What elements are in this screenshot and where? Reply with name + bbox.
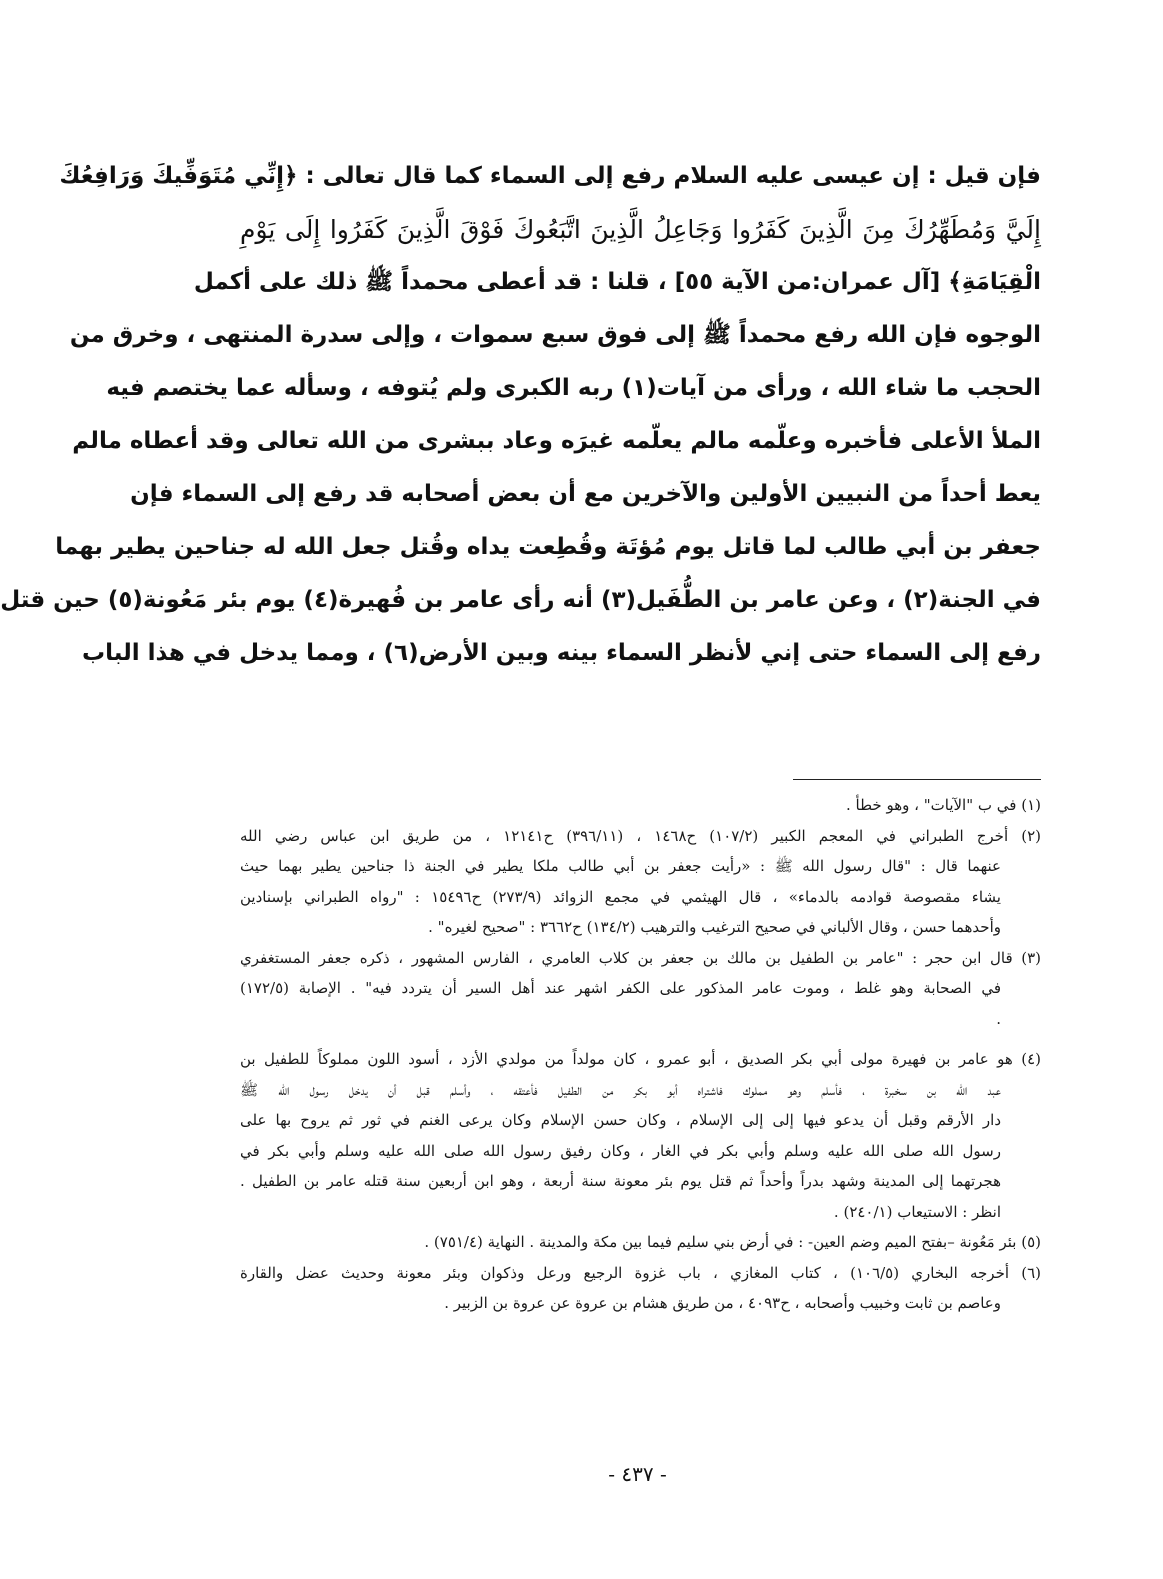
footnote-line: دار الأرقم وقبل أن يدعو فيها إلى إلى الإسلام ، وكان حسن الإسلام وكان يرعى الغنم في ثور ثم يروح بها على [240, 1111, 1001, 1129]
footnote-line: عبد الله بن سخبرة ، فأسلم وهو مملوك فاشتراه أبو بكر من الطفيل فأعتقه ، وأسلم قبل أن يدخل رسول الله ﷺ [240, 1080, 1001, 1099]
main-text-line: الْقِيَامَةِ﴾ [آل عمران:من الآية ٥٥] ، قلنا : قد أعطى محمداً ﷺ ذلك على أكمل [193, 269, 1041, 295]
main-text-line: يعط أحداً من النبيين الأولين والآخرين مع أن بعض أصحابه قد رفع إلى السماء فإن [130, 481, 1041, 507]
footnote-line: (٢) أخرج الطبراني في المعجم الكبير (١٠٧/٢) ح١٤٦٨ ، (٣٩٦/١١) ح١٢١٤١ ، من طريق ابن عباس رضي الله [240, 826, 1041, 845]
footnote-line: عنهما قال : "قال رسول الله ﷺ : «رأيت جعفر بن أبي طالب ملكا يطير في الجنة ذا جناحين يطير بهما حيث [240, 857, 1001, 875]
footnote-6 [240, 1258, 1041, 1319]
footnote-line: في الصحابة وهو غلط ، وموت عامر المذكور على الكفر اشهر عند أهل السير أن يتردد فيه" . الإصابة (١٧٢/٥) [240, 979, 1001, 997]
footnote-line: (٣) قال ابن حجر : "عامر بن الطفيل بن مالك بن جعفر بن كلاب العامري ، الفارس المشهور ، ذكره جعفر المستغفري [240, 948, 1041, 967]
footnote-4 [240, 1044, 1041, 1227]
footnote-line: وأحدهما حسن ، وقال الألباني في صحيح الترغيب والترهيب (١٣٤/٢) ح٣٦٦٢ : "صحيح لغيره" . [428, 918, 1001, 936]
main-text-line: رفع إلى السماء حتى إني لأنظر السماء بينه وبين الأرض(٦) ، ومما يدخل في هذا الباب [81, 640, 1041, 666]
main-text-line: جعفر بن أبي طالب لما قاتل يوم مُؤتَة وقُطِعت يداه وقُتل جعل الله له جناحين يطير بهما [55, 534, 1041, 560]
main-text-line: في الجنة(٢) ، وعن عامر بن الطُّفَيل(٣) أنه رأى عامر بن فُهيرة(٤) يوم بئر مَعُونة(٥) حين قتل [0, 587, 1041, 613]
footnote-3 [240, 943, 1041, 1035]
footnote-line: (٦) أخرجه البخاري (١٠٦/٥) ، كتاب المغازي ، باب غزوة الرجيع ورعل وذكوان وبئر معونة وحديث عضل والقارة [240, 1263, 1042, 1282]
footnote-line: انظر : الاستيعاب (٢٤٠/١) . [833, 1202, 1001, 1221]
main-text-line: فإن قيل : إن عيسى عليه السلام رفع إلى السماء كما قال تعالى : ﴿إِنِّي مُتَوَفِّيكَ وَرَافِعُكَ [59, 163, 1041, 189]
footnote-line: وعاصم بن ثابت وخبيب وأصحابه ، ح٤٠٩٣ ، من طريق هشام بن عروة عن عروة بن الزبير . [444, 1294, 1001, 1312]
page-number: - ٤٣٧ - [608, 1462, 667, 1486]
footnotes-section [240, 790, 1041, 1319]
footnote-5 [240, 1227, 1041, 1258]
footnote-2 [240, 821, 1041, 943]
footnote-separator [793, 779, 1041, 780]
main-text-body [0, 150, 1041, 680]
footnote-line: يشاء مقصوصة قوادمه بالدماء» ، قال الهيثمي في مجمع الزوائد (٢٧٣/٩) ح١٥٤٩٦ : "رواه الطبراني بإسنادين [240, 887, 1001, 906]
footnote-line: رسول الله صلى الله عليه وسلم وأبي بكر في الغار ، وكان رفيق رسول الله صلى الله عليه وسلم وأبي بكر في [240, 1141, 1001, 1160]
footnote-line: (٥) بئر مَعُونة –بفتح الميم وضم العين- : في أرض بني سليم فيما بين مكة والمدينة . النهاية (٧٥١/٤) . [424, 1233, 1041, 1251]
footnote-line: (٤) هو عامر بن فهيرة مولى أبي بكر الصديق ، أبو عمرو ، كان مولداً من مولدي الأزد ، أسود اللون مملوكاً للطفيل بن [240, 1050, 1041, 1068]
main-text-line: الملأ الأعلى فأخبره وعلّمه مالم يعلّمه غيرَه وعاد ببشرى من الله تعالى وقد أعطاه مالم [72, 428, 1041, 454]
footnote-line: . [996, 1009, 1001, 1028]
main-text-line: الوجوه فإن الله رفع محمداً ﷺ إلى فوق سبع سموات ، وإلى سدرة المنتهى ، وخرق من [69, 322, 1041, 348]
main-text-line: إِلَيَّ وَمُطَهِّرُكَ مِنَ الَّذِينَ كَفَرُوا وَجَاعِلُ الَّذِينَ اتَّبَعُوكَ فَوْقَ الَّذِينَ كَفَرُوا إِلَى يَوْمِ [240, 215, 1041, 244]
main-text-line: الحجب ما شاء الله ، ورأى من آيات(١) ربه الكبرى ولم يُتوفه ، وسأله عما يختصم فيه [106, 375, 1041, 401]
footnote-line: (١) في ب "الآيات" ، وهو خطأ . [846, 796, 1041, 814]
footnote-line: هجرتهما إلى المدينة وشهد بدراً وأحداً ثم قتل يوم بئر معونة سنة أربعة ، وهو ابن أربعين سنة قتله عامر بن الطفيل . [240, 1172, 1001, 1190]
footnote-1 [240, 790, 1041, 821]
